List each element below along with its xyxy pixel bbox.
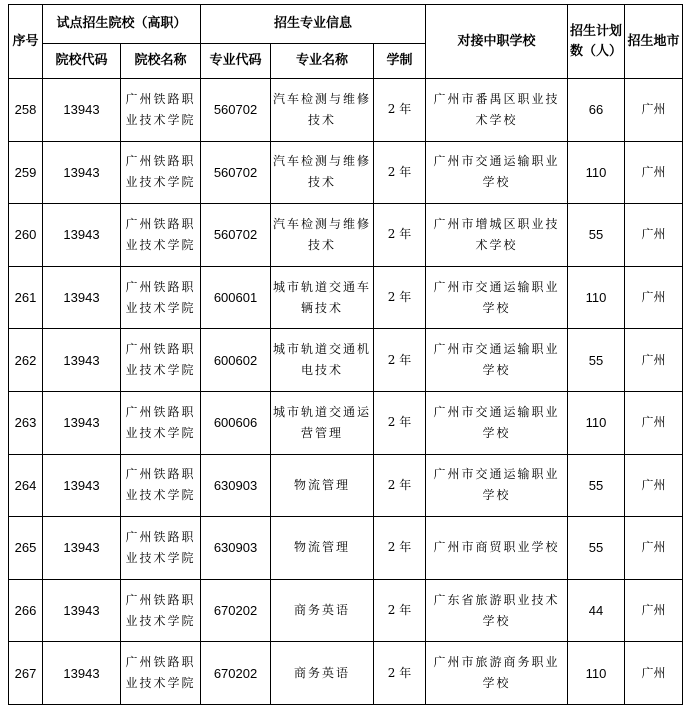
cell-city: 广州 [625,79,683,142]
cell-school-name: 广州铁路职业技术学院 [121,79,201,142]
cell-duration: 2 年 [374,329,426,392]
cell-school-code: 13943 [43,141,121,204]
cell-major-code: 560702 [201,204,271,267]
cell-target-school: 广州市交通运输职业学校 [426,266,568,329]
table-row [9,79,683,142]
table-row [9,454,683,517]
cell-duration: 2 年 [374,579,426,642]
cell-plan: 110 [568,266,625,329]
cell-city: 广州 [625,204,683,267]
header-school-name: 院校名称 [121,44,201,79]
cell-school-name: 广州铁路职业技术学院 [121,517,201,580]
cell-plan: 55 [568,329,625,392]
table-row [9,329,683,392]
header-seq: 序号 [9,5,43,79]
cell-school-code: 13943 [43,579,121,642]
table-row [9,391,683,454]
cell-school-code: 13943 [43,204,121,267]
cell-target-school: 广州市交通运输职业学校 [426,391,568,454]
cell-school-code: 13943 [43,642,121,705]
table-row [9,642,683,705]
cell-duration: 2 年 [374,642,426,705]
cell-major-name: 商务英语 [271,579,374,642]
cell-school-name: 广州铁路职业技术学院 [121,204,201,267]
cell-school-name: 广州铁路职业技术学院 [121,579,201,642]
cell-target-school: 广州市交通运输职业学校 [426,141,568,204]
cell-seq: 260 [9,204,43,267]
cell-school-code: 13943 [43,329,121,392]
cell-target-school: 广东省旅游职业技术学校 [426,579,568,642]
cell-target-school: 广州市增城区职业技术学校 [426,204,568,267]
cell-major-name: 城市轨道交通运营管理 [271,391,374,454]
cell-target-school: 广州市番禺区职业技术学校 [426,79,568,142]
cell-seq: 265 [9,517,43,580]
cell-major-code: 600606 [201,391,271,454]
cell-duration: 2 年 [374,517,426,580]
cell-plan: 55 [568,204,625,267]
cell-major-name: 城市轨道交通机电技术 [271,329,374,392]
cell-major-code: 600601 [201,266,271,329]
cell-school-name: 广州铁路职业技术学院 [121,642,201,705]
cell-major-code: 670202 [201,642,271,705]
cell-major-code: 670202 [201,579,271,642]
cell-duration: 2 年 [374,454,426,517]
cell-plan: 55 [568,454,625,517]
table-body [9,79,683,705]
header-major-info: 招生专业信息 [201,5,426,44]
cell-school-code: 13943 [43,391,121,454]
cell-target-school: 广州市商贸职业学校 [426,517,568,580]
table-row [9,579,683,642]
cell-major-code: 600602 [201,329,271,392]
header-school-code: 院校代码 [43,44,121,79]
cell-major-name: 商务英语 [271,642,374,705]
cell-target-school: 广州市交通运输职业学校 [426,454,568,517]
cell-school-code: 13943 [43,454,121,517]
header-major-code: 专业代码 [201,44,271,79]
cell-plan: 110 [568,391,625,454]
cell-city: 广州 [625,517,683,580]
cell-seq: 258 [9,79,43,142]
cell-school-code: 13943 [43,517,121,580]
cell-city: 广州 [625,266,683,329]
cell-duration: 2 年 [374,391,426,454]
cell-school-code: 13943 [43,79,121,142]
cell-plan: 110 [568,141,625,204]
cell-major-code: 630903 [201,454,271,517]
header-target-school: 对接中职学校 [426,5,568,79]
cell-major-name: 汽车检测与维修技术 [271,204,374,267]
cell-major-code: 560702 [201,141,271,204]
cell-seq: 267 [9,642,43,705]
cell-city: 广州 [625,391,683,454]
cell-plan: 110 [568,642,625,705]
cell-target-school: 广州市交通运输职业学校 [426,329,568,392]
cell-school-name: 广州铁路职业技术学院 [121,141,201,204]
cell-plan: 66 [568,79,625,142]
cell-major-code: 630903 [201,517,271,580]
header-row-top [9,5,683,44]
cell-city: 广州 [625,329,683,392]
cell-major-name: 城市轨道交通车辆技术 [271,266,374,329]
header-major-name: 专业名称 [271,44,374,79]
cell-plan: 44 [568,579,625,642]
header-plan: 招生计划数（人） [568,5,625,79]
cell-seq: 263 [9,391,43,454]
cell-major-name: 汽车检测与维修技术 [271,79,374,142]
header-duration: 学制 [374,44,426,79]
cell-duration: 2 年 [374,79,426,142]
table-row [9,141,683,204]
table-row [9,266,683,329]
cell-seq: 259 [9,141,43,204]
cell-plan: 55 [568,517,625,580]
cell-school-name: 广州铁路职业技术学院 [121,391,201,454]
cell-school-name: 广州铁路职业技术学院 [121,454,201,517]
cell-city: 广州 [625,642,683,705]
cell-major-name: 物流管理 [271,517,374,580]
enrollment-table [8,4,683,705]
cell-major-code: 560702 [201,79,271,142]
cell-seq: 262 [9,329,43,392]
cell-duration: 2 年 [374,204,426,267]
cell-city: 广州 [625,454,683,517]
cell-seq: 261 [9,266,43,329]
cell-target-school: 广州市旅游商务职业学校 [426,642,568,705]
cell-duration: 2 年 [374,266,426,329]
cell-major-name: 物流管理 [271,454,374,517]
table-row [9,517,683,580]
cell-school-name: 广州铁路职业技术学院 [121,266,201,329]
cell-city: 广州 [625,141,683,204]
cell-major-name: 汽车检测与维修技术 [271,141,374,204]
cell-seq: 264 [9,454,43,517]
cell-school-name: 广州铁路职业技术学院 [121,329,201,392]
cell-city: 广州 [625,579,683,642]
table-row [9,204,683,267]
cell-seq: 266 [9,579,43,642]
cell-school-code: 13943 [43,266,121,329]
cell-duration: 2 年 [374,141,426,204]
header-pilot-school: 试点招生院校（高职） [43,5,201,44]
header-city: 招生地市 [625,5,683,79]
